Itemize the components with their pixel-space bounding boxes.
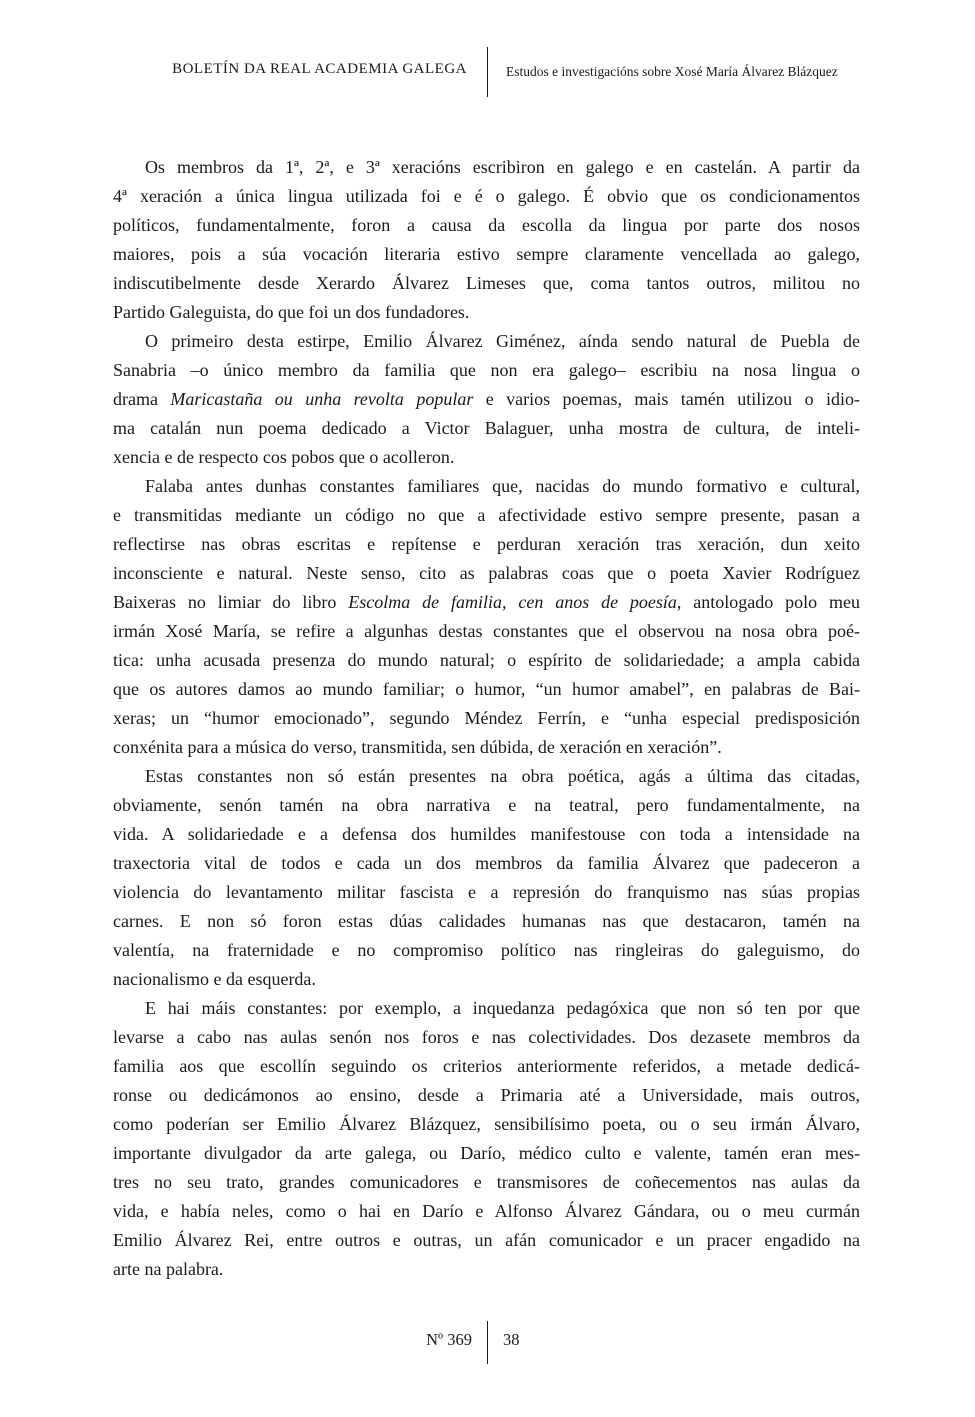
text-line: [113, 298, 860, 327]
text-line: [113, 1255, 860, 1284]
text-line: [113, 1110, 860, 1139]
text-segment: políticos, fundamentalmente, foron a causa da escolla da lingua por parte dos nosos: [113, 215, 860, 235]
text-segment: tica: unha acusada presenza do mundo natural; o espírito de solidariedade; a ampla cabida: [113, 650, 860, 670]
text-segment: xencia e de respecto cos pobos que o acolleron.: [113, 447, 455, 467]
body-text: [113, 153, 860, 1284]
text-line: [113, 559, 860, 588]
text-line: [113, 211, 860, 240]
text-segment: reflectirse nas obras escritas e repítense e perduran xeración tras xeración, dun xeito: [113, 534, 860, 554]
text-line: [113, 356, 860, 385]
text-segment: importante divulgador da arte galega, ou Darío, médico culto e valente, tamén eran mes-: [113, 1143, 860, 1163]
text-line: [113, 762, 860, 791]
text-line: [113, 675, 860, 704]
text-segment: ma catalán nun poema dedicado a Victor Balaguer, unha mostra de cultura, de inteli-: [113, 418, 860, 438]
text-segment: violencia do levantamento militar fascista e a represión do franquismo nas súas propias: [113, 882, 860, 902]
text-segment: indiscutibelmente desde Xerardo Álvarez Limeses que, coma tantos outros, militou no: [113, 273, 860, 293]
text-line: [113, 269, 860, 298]
text-segment: traxectoria vital de todos e cada un dos membros da familia Álvarez que padeceron a: [113, 853, 860, 873]
text-line: [113, 414, 860, 443]
text-segment: inconsciente e natural. Neste senso, cito as palabras coas que o poeta Xavier Rodríguez: [113, 563, 860, 583]
text-segment: e varios poemas, mais tamén utilizou o idio-: [473, 389, 860, 409]
text-segment: maiores, pois a súa vocación literaria estivo sempre claramente vencellada ao galego,: [113, 244, 860, 264]
text-line: [113, 1023, 860, 1052]
footer-divider-line: [487, 1321, 488, 1364]
text-line: [113, 733, 860, 762]
text-segment: vida. A solidariedade e a defensa dos humildes manifestouse con toda a intensidade na: [113, 824, 860, 844]
text-line: [113, 1139, 860, 1168]
text-line: [113, 501, 860, 530]
text-segment: levarse a cabo nas aulas senón nos foros e nas colectividades. Dos dezasete membros da: [113, 1027, 860, 1047]
text-line: [113, 1052, 860, 1081]
text-segment: obviamente, senón tamén na obra narrativa e na teatral, pero fundamentalmente, na: [113, 795, 860, 815]
text-line: [113, 327, 860, 356]
text-line: [113, 182, 860, 211]
text-segment: irmán Xosé María, se refire a algunhas destas constantes que el observou na nosa obra poé-: [113, 621, 860, 641]
text-segment: Estas constantes non só están presentes na obra poética, agás a última das citadas,: [145, 766, 860, 786]
text-line: [113, 820, 860, 849]
text-segment: Os membros da 1ª, 2ª, e 3ª xeracións escribiron en galego e en castelán. A partir da: [145, 157, 860, 177]
text-line: [113, 849, 860, 878]
text-segment: drama: [113, 389, 171, 409]
text-segment: O primeiro desta estirpe, Emilio Álvarez Giménez, aínda sendo natural de Puebla de: [145, 331, 860, 351]
text-line: [113, 1168, 860, 1197]
text-line: [113, 965, 860, 994]
paragraph: [113, 327, 860, 472]
text-segment: Baixeras no limiar do libro: [113, 592, 349, 612]
paragraph: [113, 472, 860, 762]
text-segment: conxénita para a música do verso, transmitida, sen dúbida, de xeración en xeración”.: [113, 737, 722, 757]
text-segment: , antologado polo meu: [676, 592, 860, 612]
text-line: [113, 385, 860, 414]
text-segment: e transmitidas mediante un código no que a afectividade estivo sempre presente, pasan a: [113, 505, 860, 525]
text-line: [113, 240, 860, 269]
text-line: [113, 1081, 860, 1110]
text-segment: vida, e había neles, como o hai en Darío e Alfonso Álvarez Gándara, ou o meu curmán: [113, 1201, 860, 1221]
text-segment: valentía, na fraternidade e no compromiso político nas ringleiras do galeguismo, do: [113, 940, 860, 960]
text-segment: ronse ou dedicámonos ao ensino, desde a Primaria até a Universidade, mais outros,: [113, 1085, 860, 1105]
text-line: [113, 1197, 860, 1226]
text-segment: arte na palabra.: [113, 1259, 224, 1279]
text-segment: como poderían ser Emilio Álvarez Blázquez, sensibilísimo poeta, ou o seu irmán Álvaro,: [113, 1114, 860, 1134]
text-segment: nacionalismo e da esquerda.: [113, 969, 316, 989]
text-line: [113, 617, 860, 646]
text-line: [113, 907, 860, 936]
text-segment: E hai máis constantes: por exemplo, a inquedanza pedagóxica que non só ten por que: [145, 998, 860, 1018]
text-line: [113, 791, 860, 820]
text-line: [113, 153, 860, 182]
text-segment: que os autores damos ao mundo familiar; o humor, “un humor amabel”, en palabras de Bai-: [113, 679, 860, 699]
italic-text-segment: Escolma de familia, cen anos de poesía: [348, 592, 677, 612]
text-segment: Emilio Álvarez Rei, entre outros e outras, un afán comunicador e un pracer engadido na: [113, 1230, 860, 1250]
text-segment: familia aos que escollín seguindo os criterios anteriormente referidos, a metade dedicá-: [113, 1056, 860, 1076]
text-line: [113, 472, 860, 501]
text-line: [113, 646, 860, 675]
text-line: [113, 994, 860, 1023]
italic-text-segment: Maricastaña ou unha revolta popular: [170, 389, 474, 409]
text-segment: Falaba antes dunhas constantes familiares que, nacidas do mundo formativo e cultural,: [145, 476, 860, 496]
text-segment: 4ª xeración a única lingua utilizada foi e é o galego. É obvio que os condicionamentos: [113, 186, 860, 206]
text-line: [113, 443, 860, 472]
header-section-title: Estudos e investigacións sobre Xosé María Álvarez Blázquez: [506, 64, 838, 79]
paragraph: [113, 153, 860, 327]
footer-issue-number: Nº 369: [426, 1330, 472, 1349]
text-segment: tres no seu trato, grandes comunicadores e transmisores de coñecementos nas aulas da: [113, 1172, 860, 1192]
text-line: [113, 588, 860, 617]
text-segment: Partido Galeguista, do que foi un dos fundadores.: [113, 302, 470, 322]
text-line: [113, 1226, 860, 1255]
header-divider-line: [487, 47, 488, 97]
footer-page-number: 38: [503, 1330, 520, 1349]
text-line: [113, 530, 860, 559]
text-segment: Sanabria –o único membro da familia que non era galego– escribiu na nosa lingua o: [113, 360, 860, 380]
text-segment: xeras; un “humor emocionado”, segundo Méndez Ferrín, e “unha especial predisposición: [113, 708, 860, 728]
paragraph: [113, 762, 860, 994]
paragraph: [113, 994, 860, 1284]
text-segment: carnes. E non só foron estas dúas calidades humanas nas que destacaron, tamén na: [113, 911, 860, 931]
text-line: [113, 704, 860, 733]
text-line: [113, 936, 860, 965]
header-journal-title: BOLETÍN DA REAL ACADEMIA GALEGA: [172, 61, 467, 77]
text-line: [113, 878, 860, 907]
